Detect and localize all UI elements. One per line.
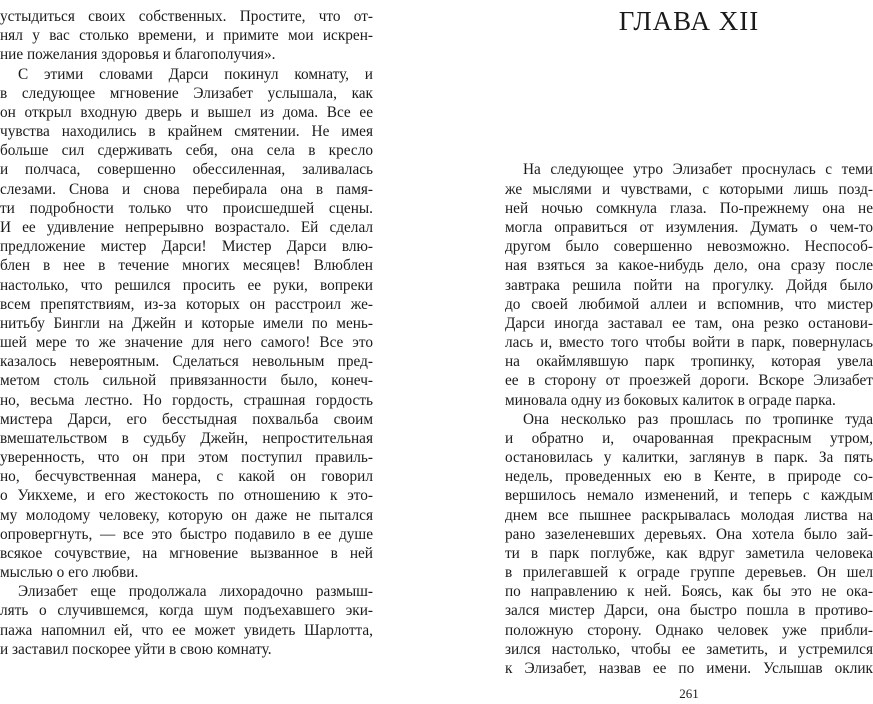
- text-line: уверенность, что он при этом поступил правиль-: [0, 449, 373, 466]
- text-line: пажа напомнил ей, что ее может увидеть Шарлотта,: [0, 622, 373, 639]
- text-line: остановилась у калитки, заглянув в парк. За пять: [505, 449, 873, 466]
- text-line: вершилось немало изменений, и теперь с каждым: [505, 487, 873, 504]
- text-line: и полчаса, совершенно обессиленная, заливалась: [0, 161, 373, 178]
- page-number: 261: [679, 686, 699, 701]
- text-line: лась и, вместо того чтобы войти в парк, повернулась: [505, 334, 873, 351]
- text-line: но, бесчувственная манера, с какой он говорил: [0, 468, 373, 485]
- text-line: но, весьма лестно. Но гордость, страшная гордость: [0, 392, 373, 409]
- text-line: лять о случившемся, когда шум подъехавшего эки-: [0, 602, 373, 619]
- text-line: ти в парк поглубже, как вдруг заметила человека: [505, 545, 873, 562]
- text-line: блен в нее в течение многих месяцев! Влюблен: [0, 257, 373, 274]
- text-line: всякое сочувствие, на мгновение вызванное в ней: [0, 545, 373, 562]
- text-line: ее в сторону от проезжей дороги. Вскоре Элизабет: [505, 372, 873, 389]
- text-line: нитьбу Бингли на Джейн и которые имели по мень-: [0, 315, 373, 332]
- text-line: На следующее утро Элизабет проснулась с теми: [523, 161, 873, 178]
- text-line: в следующее мгновение Элизабет услышала, как: [0, 85, 373, 102]
- text-line: зился настолько, чтобы ее заметить, и устремился: [505, 641, 873, 658]
- text-line: же мыслями и чувствами, с которыми лишь позд-: [505, 181, 873, 198]
- text-line: на окаймлявшую парк тропинку, которая увела: [505, 353, 873, 370]
- text-line: слезами. Снова и снова перебирала она в памя-: [0, 181, 373, 198]
- text-line: больше сил сдерживать себя, она села в кресло: [0, 142, 373, 159]
- text-line: предложение мистер Дарси! Мистер Дарси влю-: [0, 238, 373, 255]
- text-line: настолько, что решился просить ее руки, вопреки: [0, 277, 373, 294]
- text-line: казалось невероятным. Сделаться невольным пред-: [0, 353, 373, 370]
- text-line: С этими словами Дарси покинул комнату, и: [18, 66, 373, 83]
- text-line: он открыл входную дверь и вышел из дома. Все ее: [0, 104, 373, 121]
- text-line: опровергнуть, — все это быстро подавило в ее душе: [0, 526, 373, 543]
- text-line: мистера Дарси, его бесстыдная похвальба своим: [0, 411, 373, 428]
- text-line: нял у вас столько времени, и примите мои искрен-: [0, 27, 373, 44]
- text-line: о Уикхеме, и его жестокость по отношению к это-: [0, 487, 373, 504]
- text-line: ней ночью сомкнула глаза. По-прежнему она не: [505, 200, 873, 217]
- text-line: му молодому человеку, которую он даже не пытался: [0, 507, 373, 524]
- text-line: до своей любимой аллеи и вспомнив, что мистер: [505, 296, 873, 313]
- text-line: завтрака решила пойти на прогулку. Дойдя было: [505, 277, 873, 294]
- text-line: и обратно и, очарованная прекрасным утром,: [505, 430, 873, 447]
- text-line: мыслью о его любви.: [0, 564, 139, 581]
- text-line: ти подробности только что происшедшей сцены.: [0, 200, 373, 217]
- text-line: устыдиться своих собственных. Простите, что от-: [0, 8, 373, 25]
- text-line: Элизабет еще продолжала лихорадочно размыш-: [18, 583, 373, 600]
- text-line: в прилегавшей к ограде группе деревьев. Он шел: [505, 564, 873, 581]
- text-line: могла оправиться от изумления. Думать о чем-то: [505, 219, 873, 236]
- text-line: положную сторону. Однако человек уже прибли-: [505, 622, 873, 639]
- text-line: вмешательством в судьбу Джейн, непростительная: [0, 430, 373, 447]
- text-line: метом столь сильной привязанности было, конеч-: [0, 372, 373, 389]
- text-line: миновала одну из боковых калиток в ограде парка.: [505, 392, 836, 409]
- text-line: Дарси иногда заставал ее там, она резко останови-: [505, 315, 873, 332]
- text-line: всем препятствиям, из-за которых он расстроил же-: [0, 296, 373, 313]
- text-line: и заставил поскорее уйти в свою комнату.: [0, 641, 272, 658]
- text-line: ная взяться за какое-нибудь дело, она сразу после: [505, 257, 873, 274]
- text-line: к Элизабет, назвав ее по имени. Услышав оклик: [505, 660, 873, 677]
- text-line: чувства находились в крайнем смятении. Не имея: [0, 123, 373, 140]
- text-line: зался мистер Дарси, она быстро пошла в противо-: [505, 602, 873, 619]
- text-line: И ее удивление непрерывно возрастало. Ей сделал: [0, 219, 373, 236]
- chapter-title: ГЛАВА XII: [618, 6, 760, 36]
- text-line: шей мере то же значение для него самого! Все это: [0, 334, 373, 351]
- text-line: ние пожелания здоровья и благополучия».: [0, 46, 276, 63]
- text-line: по направлению к ней. Боясь, как бы это не ока-: [505, 583, 873, 600]
- text-line: днем все пышнее раскрывалась молодая листва на: [505, 507, 873, 524]
- text-line: рано зазеленевших деревьях. Она хотела было зай-: [505, 526, 873, 543]
- text-line: Она несколько раз прошлась по тропинке туда: [523, 411, 873, 428]
- text-line: недель, проведенных ею в Кенте, в природе со-: [505, 468, 873, 485]
- text-line: другом было совершенно невозможно. Неспособ-: [505, 238, 873, 255]
